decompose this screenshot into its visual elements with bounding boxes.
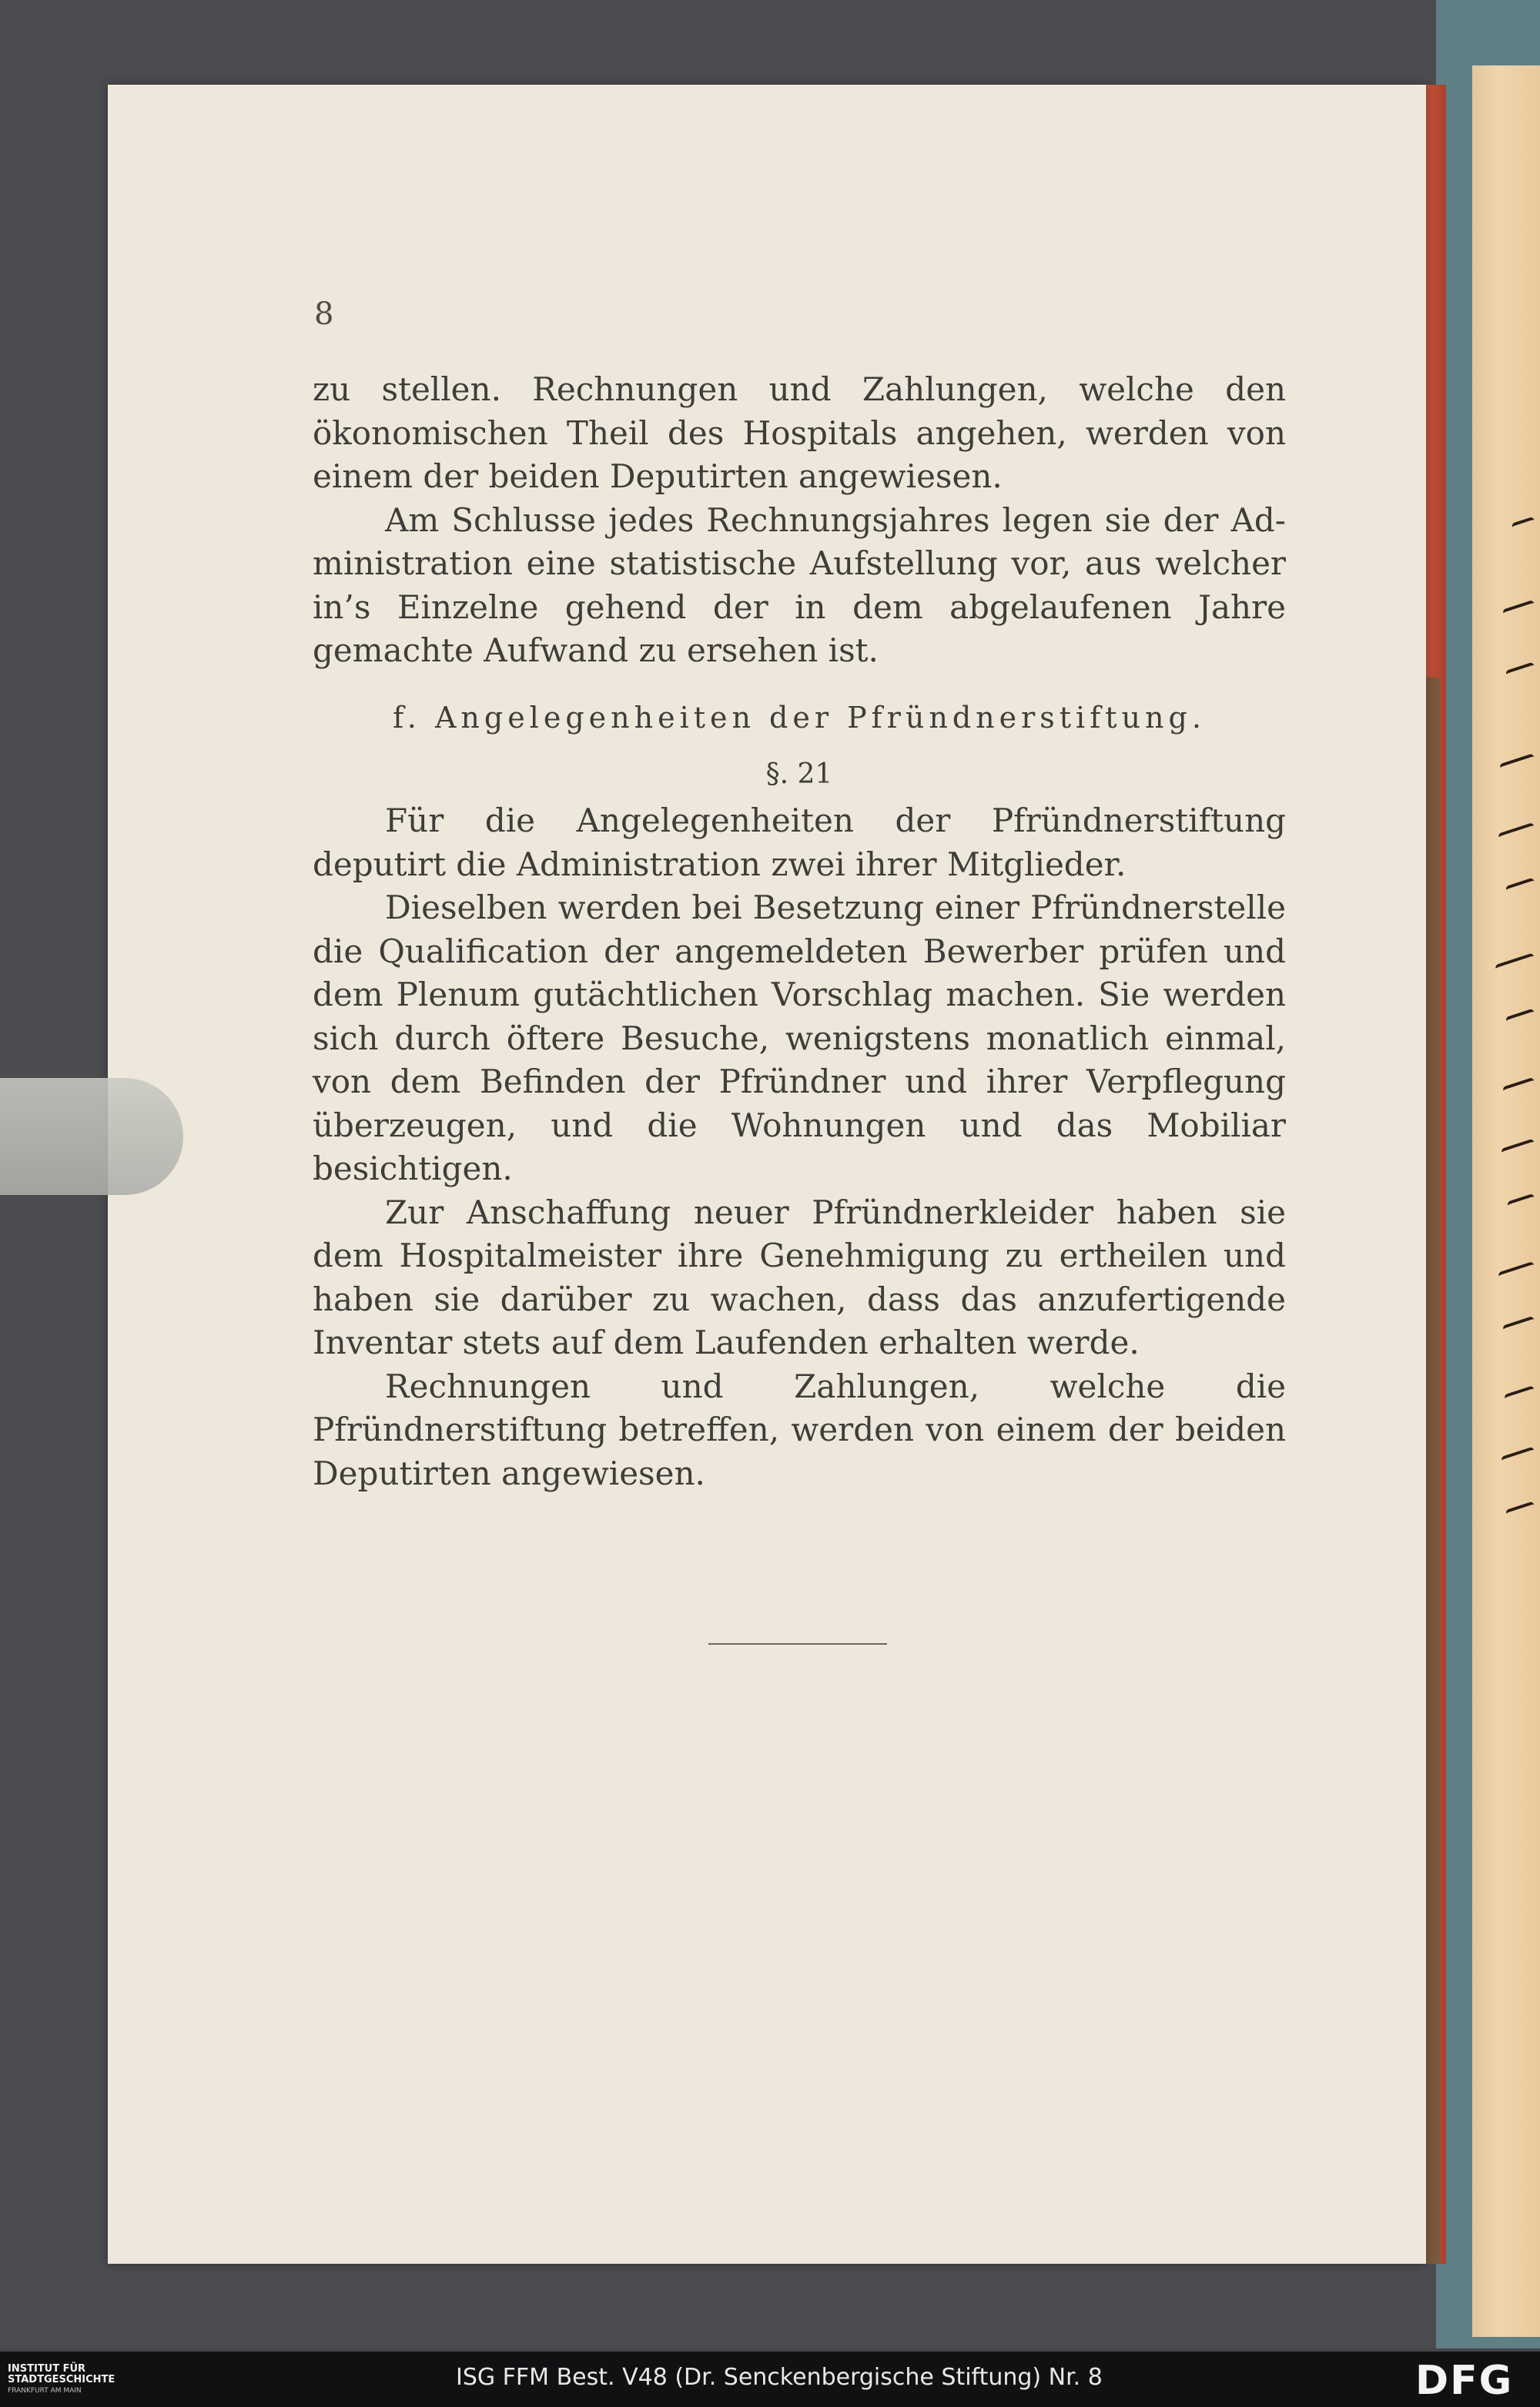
page-number: 8 [314, 296, 334, 332]
plastic-clip [0, 1078, 183, 1195]
paragraph-continuation: zu stellen. Rechnungen und Zahlungen, welche den ökonomischen Theil des Hospitals angehen, werden von einem der beiden Deputirten angewiesen. [313, 370, 1286, 495]
paragraph-qualification: Dieselben werden bei Besetzung einer Pfründnerstelle die Qualification der angemeldeten Bewerber prüfen und dem Plenum gutächtlichen Vorschlag machen. Sie werden sich durch öftere Besuche, wenigstens monatlich einmal, von dem Befinden der Pfründner und ihrer Verpflegung überzeugen, und die Wohnungen und das Mobiliar besichtigen. [313, 889, 1286, 1187]
paragraph-deputies: Für die Angelegenheiten der Pfründnerstiftung deputirt die Administration zwei ihrer Mitglieder. [313, 802, 1286, 883]
archive-caption: ISG FFM Best. V48 (Dr. Senckenbergische Stiftung) Nr. 8 [456, 2364, 1103, 2391]
institute-line-1: INSTITUT FÜR [8, 2363, 86, 2375]
dfg-logo: DFG [1415, 2358, 1514, 2404]
paragraph-mark: §. 21 [765, 758, 833, 790]
institute-line-2: STADTGESCHICHTE [8, 2374, 116, 2385]
divider-line [708, 1643, 887, 1645]
paragraph-clothing: Zur Anschaffung neuer Pfründnerkleider haben sie dem Hospitalmeister ihre Genehmigung zu ertheilen und haben sie darüber zu wachen, dass das anzufertigende Inventar stets auf dem Laufenden erhalten werde. [313, 1193, 1286, 1361]
section-heading: f. Angelegenheiten der Pfründnerstiftung. [393, 700, 1206, 735]
institute-logo [8, 2364, 115, 2396]
paragraph-payments: Rechnungen und Zahlungen, welche die Pfründnerstiftung betreffen, werden von einem der beiden Deputirten angewiesen. [313, 1367, 1286, 1492]
page-text [313, 368, 1286, 1495]
footer-bar [0, 2352, 1540, 2407]
handwritten-letter-edge [1472, 65, 1540, 2337]
institute-line-3: FRANKFURT AM MAIN [8, 2387, 82, 2395]
paragraph-statistics: Am Schlusse jedes Rechnungsjahres legen sie der Administration eine statistische Aufstellung vor, aus welcher in’s Einzelne gehend der in dem abgelaufenen Jahre gemachte Aufwand zu ersehen ist. [313, 500, 1286, 669]
